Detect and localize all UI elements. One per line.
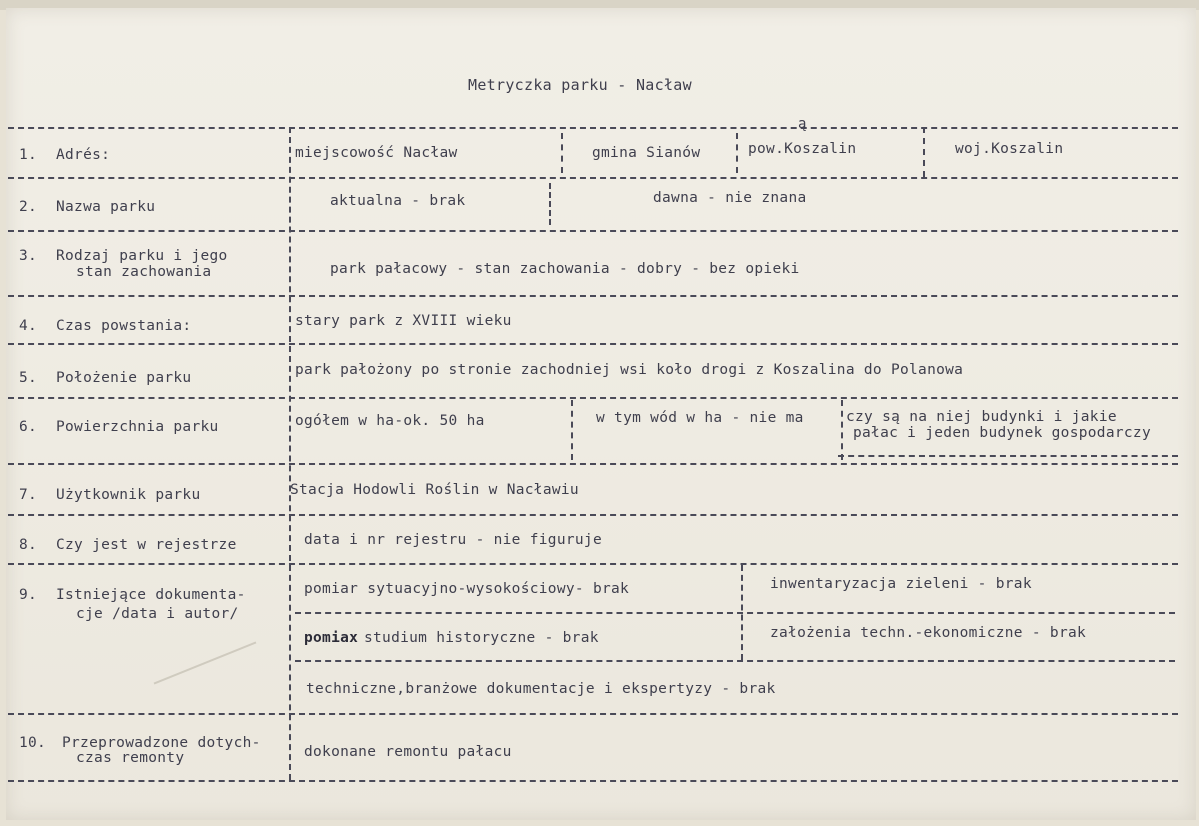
row-divider <box>8 563 1178 565</box>
row-label: Czas powstania: <box>56 318 192 334</box>
row-divider <box>8 780 1178 782</box>
row-divider <box>8 127 1178 129</box>
row-number: 5. <box>19 370 38 386</box>
cell-value: studium historyczne - brak <box>364 630 599 646</box>
row-divider <box>8 230 1178 232</box>
row-label: Przeprowadzone dotych- <box>62 735 261 751</box>
row-label: Powierzchnia parku <box>56 419 219 435</box>
row-label: cje /data i autor/ <box>76 606 239 622</box>
cell-value: ogółem w ha-ok. 50 ha <box>295 413 485 429</box>
row-number: 7. <box>19 487 38 503</box>
row-label: Istniejące dokumenta- <box>56 587 246 603</box>
cell-value: techniczne,branżowe dokumentacje i ekspertyzy - brak <box>306 681 776 697</box>
cell-value: pałac i jeden budynek gospodarczy <box>853 425 1151 441</box>
row-number: 8. <box>19 537 38 553</box>
cell-value: miejscowość Nacław <box>295 145 458 161</box>
cell-value: dokonane remontu pałacu <box>304 744 512 760</box>
cell-value: data i nr rejestru - nie figuruje <box>304 532 602 548</box>
cell-value: czy są na niej budynki i jakie <box>846 409 1117 425</box>
typed-correction: ą <box>798 116 807 132</box>
row-label: stan zachowania <box>76 264 212 280</box>
cell-value: dawna - nie znana <box>653 190 807 206</box>
cell-value: pomiar sytuacyjno-wysokościowy- brak <box>304 581 630 597</box>
row-number: 9. <box>19 587 38 603</box>
cell-value: w tym wód w ha - nie ma <box>596 410 804 426</box>
row-divider <box>295 660 1175 662</box>
cell-value: pow.Koszalin <box>748 141 857 157</box>
row-number: 3. <box>19 248 38 264</box>
row-label: Użytkownik parku <box>56 487 201 503</box>
row-number: 2. <box>19 199 38 215</box>
row-label: Położenie parku <box>56 370 192 386</box>
cell-divider <box>549 183 551 225</box>
crossed-out-text: pomiax <box>304 630 359 646</box>
row-label: Nazwa parku <box>56 199 156 215</box>
cell-divider <box>923 127 925 177</box>
cell-divider <box>561 133 563 173</box>
cell-value: założenia techn.-ekonomiczne - brak <box>770 625 1087 641</box>
row-divider <box>8 343 1178 345</box>
row-label: Rodzaj parku i jego <box>56 248 228 264</box>
cell-value: park pałożony po stronie zachodniej wsi koło drogi z Koszalina do Polanowa <box>295 362 964 378</box>
row-number: 10. <box>19 735 47 751</box>
row-divider <box>295 612 1175 614</box>
row-divider <box>8 177 1178 179</box>
row-divider <box>8 713 1178 715</box>
row-label: Czy jest w rejestrze <box>56 537 237 553</box>
cell-value: Stacja Hodowli Roślin w Nacławiu <box>290 482 579 498</box>
row-label: czas remonty <box>76 750 185 766</box>
cell-value: inwentaryzacja zieleni - brak <box>770 576 1032 592</box>
column-divider <box>289 127 291 780</box>
cell-value: aktualna - brak <box>330 193 466 209</box>
row-number: 4. <box>19 318 38 334</box>
cell-value: stary park z XVIII wieku <box>295 313 512 329</box>
cell-divider <box>838 455 1178 457</box>
row-number: 6. <box>19 419 38 435</box>
document-title: Metryczka parku - Nacław <box>468 76 692 94</box>
cell-divider <box>741 565 743 660</box>
row-divider <box>8 295 1178 297</box>
cell-value: gmina Sianów <box>592 145 701 161</box>
cell-value: woj.Koszalin <box>955 141 1064 157</box>
cell-divider <box>841 400 843 460</box>
cell-divider <box>736 133 738 173</box>
cell-value: park pałacowy - stan zachowania - dobry - bez opieki <box>330 261 800 277</box>
row-divider <box>8 514 1178 516</box>
row-divider <box>8 397 1178 399</box>
row-label: Adrés: <box>56 147 111 163</box>
row-number: 1. <box>19 147 38 163</box>
cell-divider <box>571 400 573 460</box>
row-divider <box>8 463 1178 465</box>
